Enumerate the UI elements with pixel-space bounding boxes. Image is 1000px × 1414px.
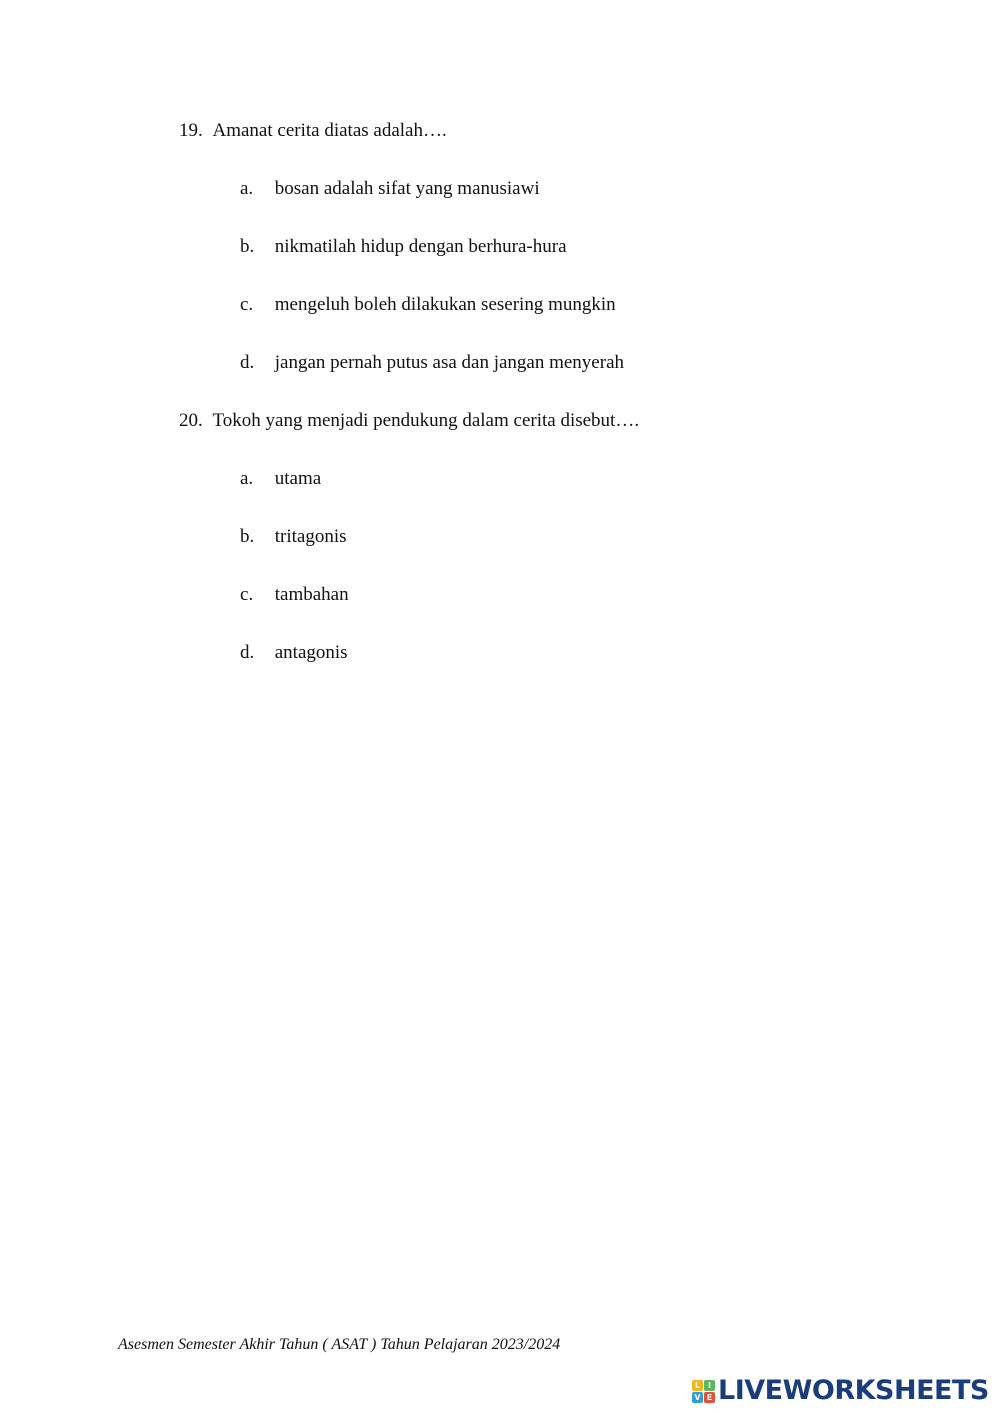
option-19-c[interactable]: [240, 293, 616, 317]
question-20: [179, 409, 639, 433]
question-text: Tokoh yang menjadi pendukung dalam cerita disebut….: [212, 410, 640, 431]
logo-tile-e: E: [704, 1392, 715, 1403]
question-number: 20.: [179, 410, 203, 431]
option-letter: b.: [240, 526, 255, 547]
option-letter: a.: [240, 468, 254, 489]
option-text: tritagonis: [274, 526, 347, 547]
option-19-a[interactable]: [240, 177, 540, 201]
option-20-c[interactable]: [240, 583, 349, 607]
option-20-b[interactable]: [240, 525, 347, 549]
logo-tile-v: V: [692, 1392, 703, 1403]
option-20-d[interactable]: [240, 641, 348, 665]
question-19: [179, 119, 447, 143]
option-text: antagonis: [274, 642, 348, 663]
question-text: Amanat cerita diatas adalah….: [212, 120, 447, 141]
option-20-a[interactable]: [240, 467, 321, 491]
option-letter: a.: [240, 178, 254, 199]
question-number: 19.: [179, 120, 203, 141]
option-19-b[interactable]: [240, 235, 567, 259]
logo-tile-l: L: [692, 1380, 703, 1391]
option-text: nikmatilah hidup dengan berhura-hura: [274, 236, 567, 257]
option-text: jangan pernah putus asa dan jangan menyerah: [274, 352, 625, 373]
option-letter: d.: [240, 352, 255, 373]
option-letter: c.: [240, 294, 254, 315]
option-19-d[interactable]: [240, 351, 624, 375]
option-text: mengeluh boleh dilakukan sesering mungkin: [274, 294, 616, 315]
option-text: bosan adalah sifat yang manusiawi: [274, 178, 540, 199]
brand-name: LIVEWORKSHEETS: [718, 1375, 989, 1406]
page-footer: Asesmen Semester Akhir Tahun ( ASAT ) Tahun Pelajaran 2023/2024: [118, 1336, 561, 1353]
option-letter: b.: [240, 236, 255, 257]
liveworksheets-logo-icon: [692, 1380, 715, 1403]
option-letter: c.: [240, 584, 254, 605]
logo-tile-i: I: [704, 1380, 715, 1391]
option-letter: d.: [240, 642, 255, 663]
liveworksheets-brand[interactable]: [692, 1374, 989, 1408]
option-text: tambahan: [274, 584, 349, 605]
option-text: utama: [274, 468, 322, 489]
